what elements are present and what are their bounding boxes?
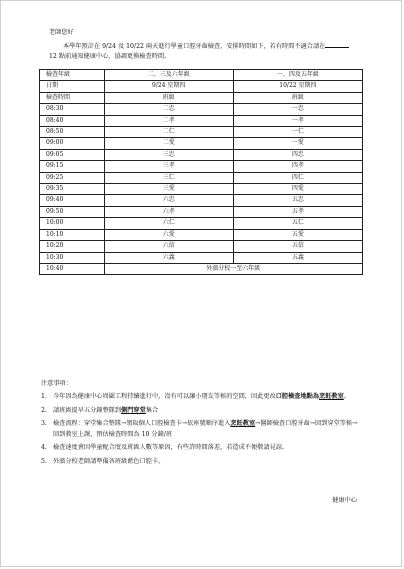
notes-list	[41, 392, 361, 470]
time-cell: 10:20	[40, 241, 105, 252]
header-cell: 班級	[104, 92, 233, 103]
note-number: 2.	[41, 406, 47, 414]
time-cell: 09:05	[40, 149, 105, 160]
time-cell: 09:35	[40, 184, 105, 195]
note-item	[41, 392, 361, 403]
class-cell: 六義	[104, 252, 233, 263]
note-item	[41, 457, 361, 468]
class-cell: 一忠	[233, 104, 362, 115]
class-cell: 五信	[233, 241, 362, 252]
class-cell: 三仁	[104, 172, 233, 183]
table-row	[40, 161, 363, 172]
note-item	[41, 406, 361, 417]
class-cell: 六信	[104, 241, 233, 252]
schedule-table	[39, 69, 363, 275]
class-cell: 六愛	[104, 229, 233, 240]
time-cell: 10:00	[40, 218, 105, 229]
class-cell: 四愛	[233, 184, 362, 195]
header-cell: 檢查時間	[40, 92, 105, 103]
table-row	[40, 252, 363, 263]
header-cell: 10/22 星期四	[233, 81, 362, 92]
intro-text-2: 12 點前通知健康中心，協調更換檢查時間。	[49, 53, 171, 60]
note-location: 烹飪教室	[230, 420, 256, 427]
header-row-grade	[40, 70, 363, 81]
time-cell: 09:50	[40, 206, 105, 217]
header-row-date	[40, 81, 363, 92]
table-row	[40, 195, 363, 206]
table-row	[40, 138, 363, 149]
time-cell: 09:40	[40, 195, 105, 206]
class-cell: 五愛	[233, 229, 362, 240]
header-cell: 日期	[40, 81, 105, 92]
header-cell: 班級	[233, 92, 362, 103]
class-cell: 二孝	[104, 115, 233, 126]
table-row	[40, 241, 363, 252]
class-cell: 五孝	[233, 206, 362, 217]
class-cell: 外濱分校一至六年級	[104, 263, 362, 274]
class-cell: 六孝	[104, 206, 233, 217]
notes-title: 注意事項：	[41, 380, 72, 387]
class-cell: 三孝	[104, 161, 233, 172]
time-cell: 09:15	[40, 161, 105, 172]
note-location: 側門穿堂	[121, 406, 146, 414]
class-cell: 六忠	[104, 195, 233, 206]
class-cell: 一愛	[233, 138, 362, 149]
class-cell: 一孝	[233, 115, 362, 126]
table-row	[40, 218, 363, 229]
note-number: 4.	[41, 444, 47, 451]
note-text: 檢查流程：穿堂集合整隊→領取個人口腔檢查卡→依座號順序進入	[53, 420, 231, 427]
note-location: 烹飪教室	[319, 393, 344, 400]
class-cell: 四忠	[233, 149, 362, 160]
note-number: 3.	[41, 420, 47, 427]
table-row	[40, 184, 363, 195]
class-cell: 二仁	[104, 127, 233, 138]
note-text: 檢查速度會因學童配合度及班級人數等原因，有些許時間落差，若造成不便敬請見諒。	[53, 444, 289, 451]
time-cell: 09:25	[40, 172, 105, 183]
header-cell: 二、三及六年級	[104, 70, 233, 81]
note-text: 外濱分校老師請準備各班級藍色口腔卡。	[53, 457, 165, 465]
table-row	[40, 104, 363, 115]
time-cell: 10:40	[40, 263, 105, 274]
class-cell: 二忠	[104, 104, 233, 115]
table-row	[40, 263, 363, 274]
note-emphasis: 口腔檢查地點為	[275, 393, 320, 400]
intro-text-1: 本學年預計在 9/24 及 10/22 兩天進行學童口腔牙齒檢查，安排時間如下，若有時間不適合請在	[63, 43, 326, 50]
note-text: 集合	[145, 406, 159, 414]
table-row	[40, 127, 363, 138]
time-cell: 08:50	[40, 127, 105, 138]
time-cell: 09:00	[40, 138, 105, 149]
note-number: 5.	[41, 457, 47, 465]
note-item	[41, 443, 361, 454]
header-row-time	[40, 92, 363, 103]
time-cell: 08:30	[40, 104, 105, 115]
note-text: 。	[343, 393, 350, 400]
time-cell: 10:30	[40, 252, 105, 263]
signature: 健康中心	[332, 497, 357, 504]
class-cell: 四仁	[233, 172, 362, 183]
class-cell: 五義	[233, 252, 362, 263]
intro-blank	[325, 41, 349, 48]
table-row	[40, 172, 363, 183]
header-cell: 9/24 星期四	[104, 81, 233, 92]
header-cell: 一、四及五年級	[233, 70, 362, 81]
class-cell: 五忠	[233, 195, 362, 206]
table-row	[40, 115, 363, 126]
note-number: 1.	[41, 393, 47, 400]
class-cell: 一仁	[233, 127, 362, 138]
class-cell: 四孝	[233, 161, 362, 172]
note-text: 請班級提早五分鐘整隊到	[53, 406, 122, 414]
note-text: →醫師檢查口腔牙齒→回到穿堂等候→回到教室上課，預估檢查時間為 10 分鐘/班	[53, 420, 358, 438]
note-text: 今年因為健康中心周圍工程持續進行中，沒有可以讓小朋友等候的空間，因此更改	[53, 393, 276, 400]
intro-paragraph	[49, 41, 351, 62]
greeting: 老師您好	[49, 29, 74, 36]
class-cell: 二愛	[104, 138, 233, 149]
table-row	[40, 206, 363, 217]
note-item	[41, 419, 361, 440]
header-cell: 檢查年級	[40, 70, 105, 81]
table-row	[40, 229, 363, 240]
class-cell: 三愛	[104, 184, 233, 195]
time-cell: 08:40	[40, 115, 105, 126]
class-cell: 六仁	[104, 218, 233, 229]
class-cell: 三忠	[104, 149, 233, 160]
time-cell: 10:10	[40, 229, 105, 240]
class-cell: 五仁	[233, 218, 362, 229]
table-row	[40, 149, 363, 160]
